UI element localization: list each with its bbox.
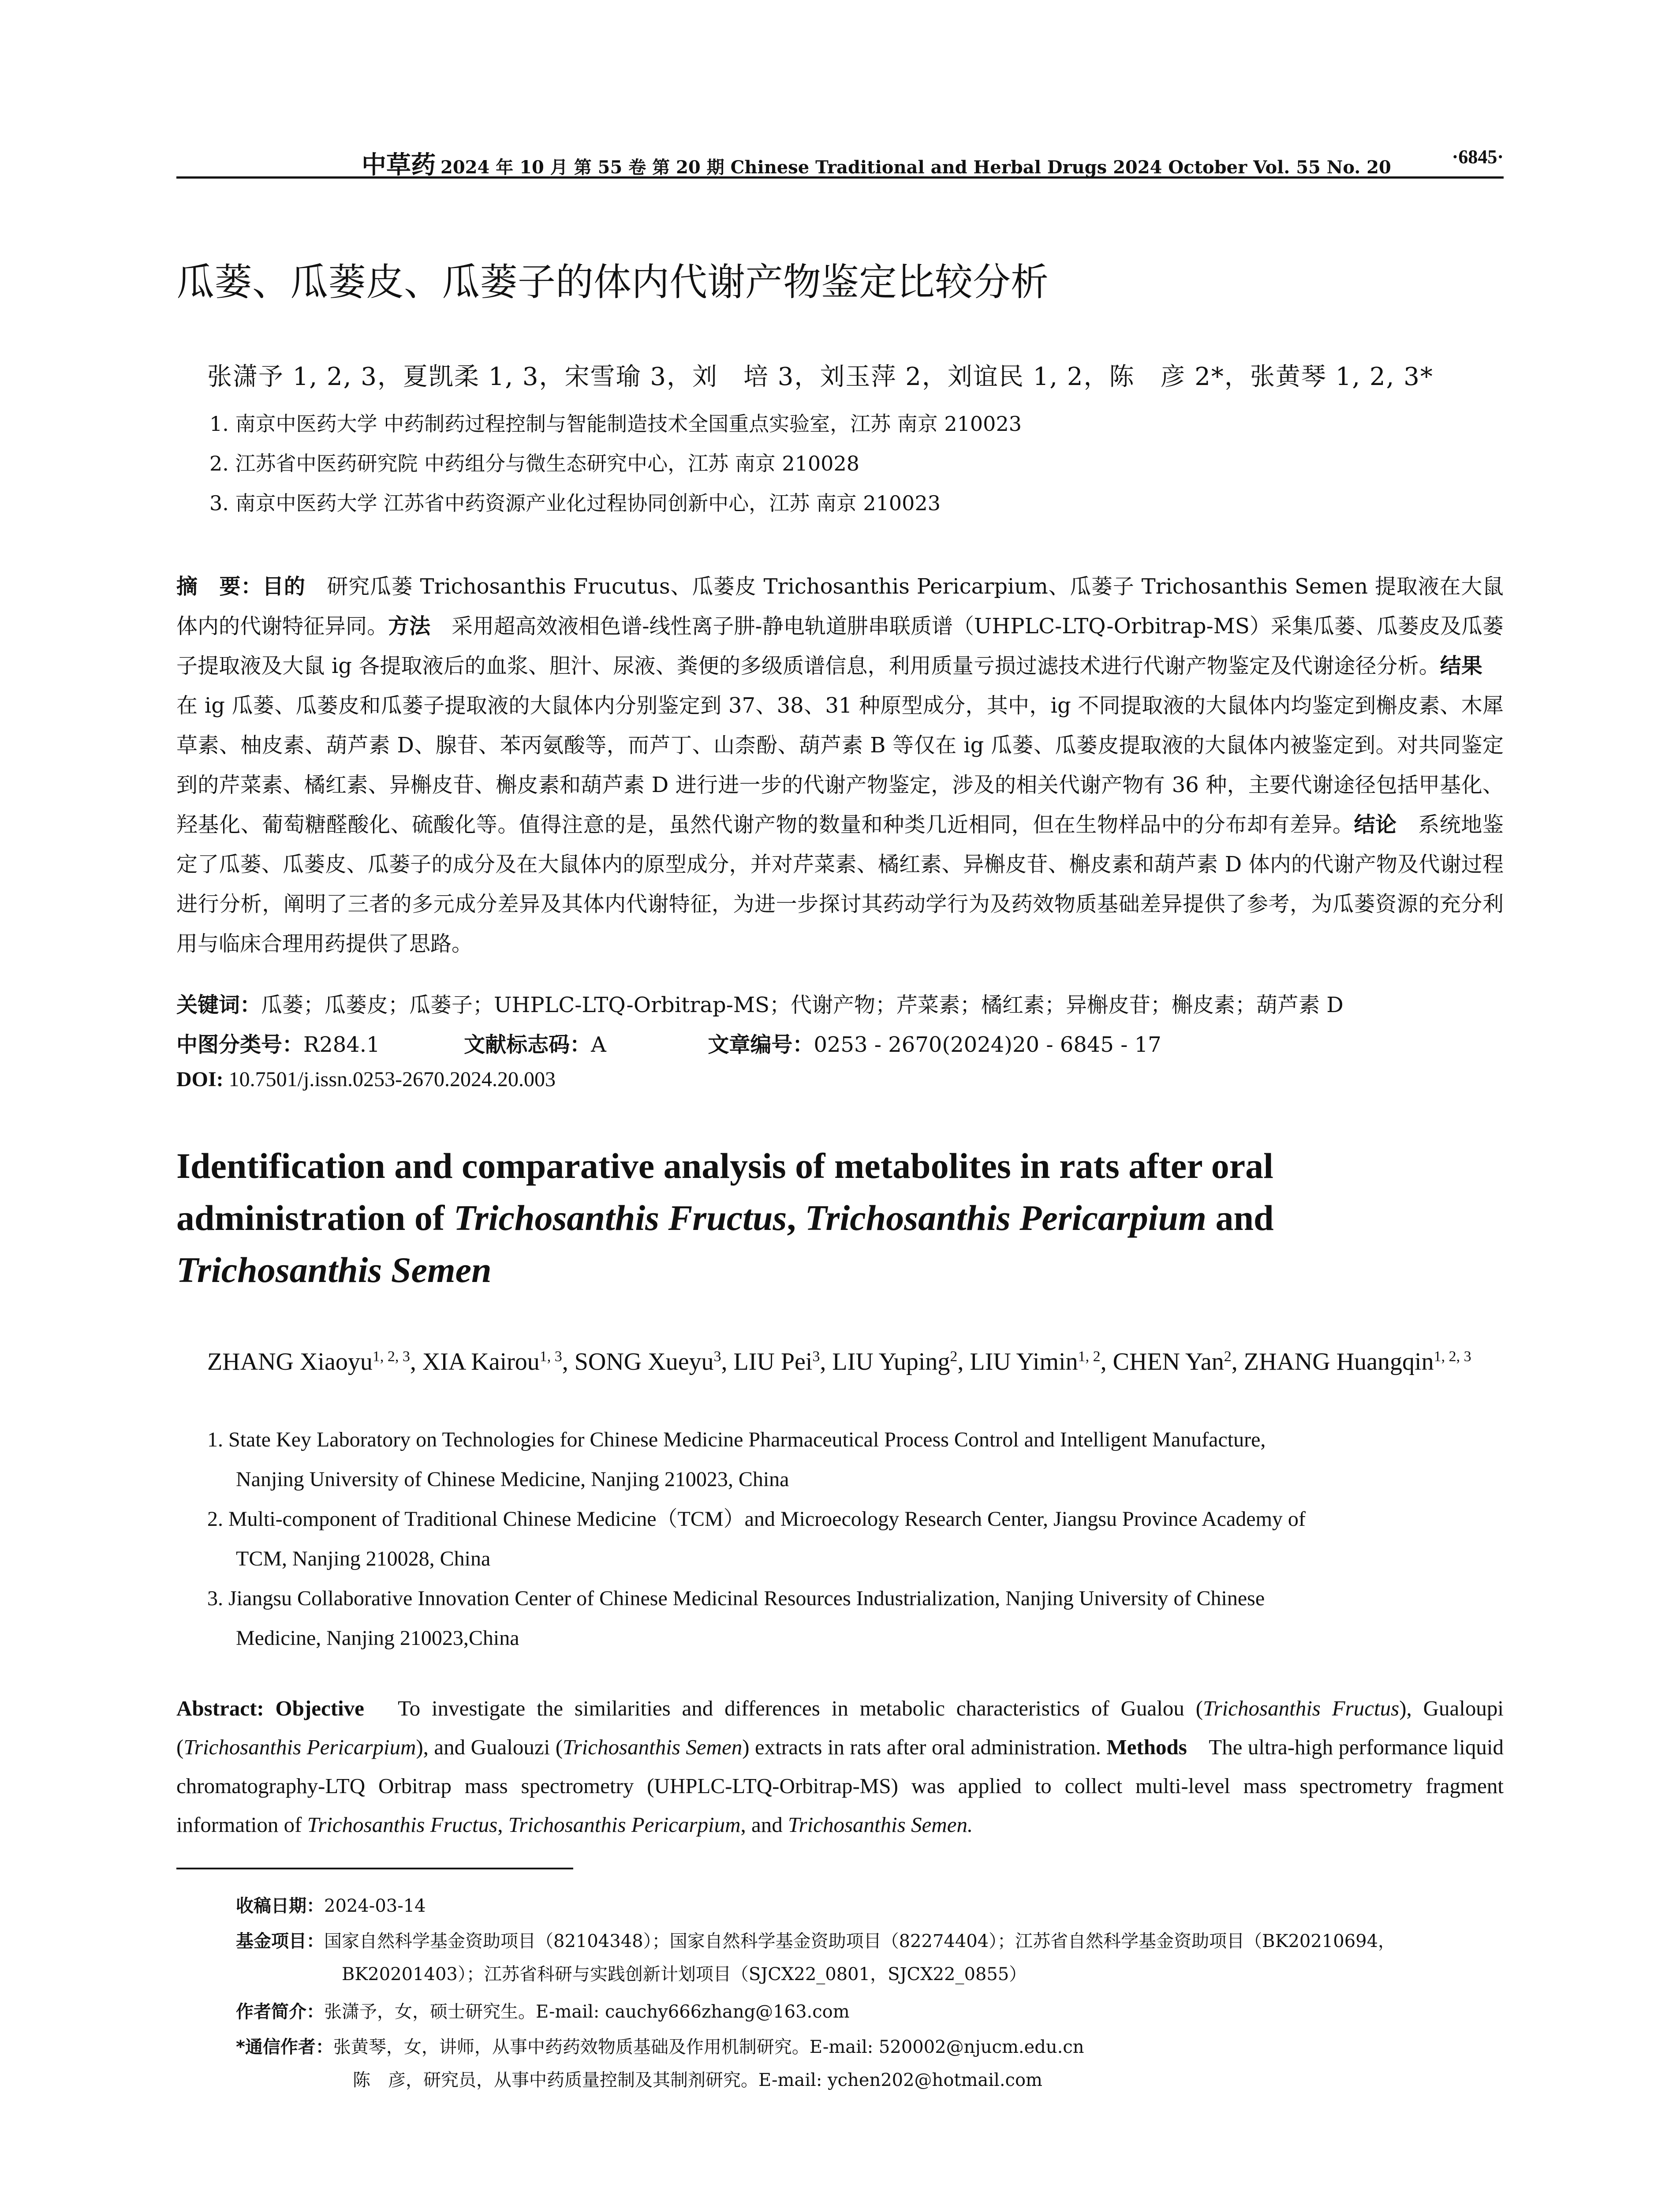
doi-label: DOI: xyxy=(176,1068,224,1091)
keywords-cn xyxy=(176,988,1344,1018)
doi-value: 10.7501/j.issn.0253-2670.2024.20.003 xyxy=(228,1068,556,1091)
abstract-cn-label: 摘 要： xyxy=(176,574,263,599)
affiliation-en-2: 2. Multi-component of Traditional Chinese Medicine（TCM）and Microecology Research Center, Jiangsu Province Academy of TCM, Nanjing 210028, China xyxy=(207,1507,1306,1570)
footnote-rule xyxy=(176,1868,573,1869)
article-number-value: 0253 - 2670(2024)20 - 6845 - 17 xyxy=(814,1032,1161,1057)
author-en: XIA Kairou$^{1, 3}$, xyxy=(422,1348,575,1375)
title-en-italic1: Trichosanthis Fructus xyxy=(453,1198,787,1238)
keywords-text: 瓜蒌；瓜蒌皮；瓜蒌子；UHPLC-LTQ-Orbitrap-MS；代谢产物；芹菜素；橘红素；异槲皮苷；槲皮素；葫芦素 D xyxy=(261,993,1344,1017)
author-en: LIU Yimin$^{1, 2}$, xyxy=(970,1348,1113,1375)
methods-label: 方法 xyxy=(388,614,431,639)
abstract-cn xyxy=(176,567,1504,964)
footnote-fund-cont: BK20201403）；江苏省科研与实践创新计划项目（SJCX22_0801，SJCX22_0855） xyxy=(342,1964,1027,1984)
footnote-corresponding: *通信作者：张黄琴，女，讲师，从事中药药效物质基础及作用机制研究。E-mail: 520002@njucm.edu.cn xyxy=(236,2037,1084,2057)
title-cn: 瓜蒌、瓜蒌皮、瓜蒌子的体内代谢产物鉴定比较分析 xyxy=(176,260,1049,304)
author-en: LIU Yuping$^2$, xyxy=(832,1348,970,1375)
title-en-part1: Identification and comparative analysis of metabolites in rats after oral administration of xyxy=(176,1146,1273,1238)
abstract-en-label: Abstract: Objective xyxy=(176,1696,364,1720)
title-en-italic2: Trichosanthis Pericarpium xyxy=(805,1198,1206,1238)
author-en: ZHANG Xiaoyu$^{1, 2, 3}$, xyxy=(207,1348,422,1375)
results-label: 结果 xyxy=(1440,654,1482,678)
title-en-italic3: Trichosanthis Semen xyxy=(176,1250,492,1290)
journal-name-cn: 中草药 xyxy=(362,150,436,179)
affiliation-cn-1: 1. 南京中医药大学 中药制药过程控制与智能制造技术全国重点实验室，江苏 南京 210023 xyxy=(209,412,1022,436)
clc-label: 中图分类号： xyxy=(176,1032,304,1057)
header-issue-info: 2024 年 10 月 第 55 卷 第 20 期 Chinese Traditional and Herbal Drugs 2024 October Vol. 55 No. 20 xyxy=(441,157,1391,178)
header-rule xyxy=(176,176,1504,179)
author-en: CHEN Yan$^2$, xyxy=(1113,1348,1238,1375)
title-en xyxy=(176,1140,1504,1296)
author-en: SONG Xueyu$^3$, xyxy=(574,1348,734,1375)
conclusion-text: 系统地鉴定了瓜蒌、瓜蒌皮、瓜蒌子的成分及在大鼠体内的原型成分，并对芹菜素、橘红素、异槲皮苷、槲皮素和葫芦素 D 体内的代谢产物及代谢过程进行分析，阐明了三者的多元成分差异及其体内代谢特征，为进一步探讨其药动学行为及药效物质基础差异提供了参考，为瓜蒌资源的充分利用与临床合理用药提供了思路。 xyxy=(176,812,1504,956)
abstract-en-methods-label: Methods xyxy=(1106,1735,1187,1759)
footnote-author: 作者简介：张潇予，女，硕士研究生。E-mail: cauchy666zhang@163.com xyxy=(236,2002,850,2022)
conclusion-label: 结论 xyxy=(1354,812,1397,837)
doc-code-label: 文献标志码： xyxy=(464,1032,591,1057)
footnote-received: 收稿日期：2024-03-14 xyxy=(236,1896,426,1916)
results-text: 在 ig 瓜蒌、瓜蒌皮和瓜蒌子提取液的大鼠体内分别鉴定到 37、38、31 种原型成分，其中，ig 不同提取液的大鼠体内均鉴定到槲皮素、木犀草素、柚皮素、葫芦素 D、腺苷、苯丙氨酸等，而芦丁、山柰酚、葫芦素 B 等仅在 ig 瓜蒌、瓜蒌皮提取液的大鼠体内被鉴定到。对共同鉴定到的芹菜素、橘红素、异槲皮苷、槲皮素和葫芦素 D 进行进一步的代谢产物鉴定，涉及的相关代谢产物有 36 种，主要代谢途径包括甲基化、羟基化、葡萄糖醛酸化、硫酸化等。值得注意的是，虽然代谢产物的数量和种类几近相同，但在生物样品中的分布却有差异。 xyxy=(176,654,1504,837)
running-header xyxy=(176,141,1504,179)
author-en: LIU Pei$^3$, xyxy=(733,1348,833,1375)
methods-text: 采用超高效液相色谱-线性离子肼-静电轨道肼串联质谱（UHPLC-LTQ-Orbitrap-MS）采集瓜蒌、瓜蒌皮及瓜蒌子提取液及大鼠 ig 各提取液后的血浆、胆汁、尿液、粪便的多级质谱信息，利用质量亏损过滤技术进行代谢产物鉴定及代谢途径分析。 xyxy=(176,614,1504,678)
clc-value: R284.1 xyxy=(303,1032,380,1057)
header-left xyxy=(362,146,1391,181)
footnote-corresponding-2: 陈 彦，研究员，从事中药质量控制及其制剂研究。E-mail: ychen202@hotmail.com xyxy=(353,2070,1042,2090)
authors-cn: 张潇予 1, 2, 3，夏凯柔 1, 3，宋雪瑜 3，刘 培 3，刘玉萍 2，刘谊民 1, 2，陈 彦 2*，张黄琴 1, 2, 3* xyxy=(207,363,1434,391)
title-en-part3: and xyxy=(1206,1198,1274,1238)
affiliation-en-3: 3. Jiangsu Collaborative Innovation Center of Chinese Medicinal Resources Industrialization, Nanjing University of Chinese Medicine, Nanjing 210023,China xyxy=(207,1587,1265,1650)
classification-row xyxy=(176,1028,1161,1058)
keywords-label: 关键词： xyxy=(176,993,261,1017)
affiliation-en-1: 1. State Key Laboratory on Technologies for Chinese Medicine Pharmaceutical Process Control and Intelligent Manufacture, Nanjing University of Chinese Medicine, Nanjing 210023, China xyxy=(207,1428,1266,1491)
page-number: ·6845· xyxy=(1452,146,1504,168)
objective-label: 目的 xyxy=(262,574,306,599)
affiliation-cn-3: 3. 南京中医药大学 江苏省中药资源产业化过程协同创新中心，江苏 南京 210023 xyxy=(209,491,941,515)
author-en: ZHANG Huangqin$^{1, 2, 3}$ xyxy=(1243,1348,1471,1375)
article-number-label: 文章编号： xyxy=(708,1032,814,1057)
objective-text: 研究瓜蒌 Trichosanthis Frucutus、瓜蒌皮 Trichosanthis Pericarpium、瓜蒌子 Trichosanthis Semen 提取液在大鼠体内的代谢特征异同。 xyxy=(176,574,1504,639)
doi-row xyxy=(176,1067,556,1091)
authors-en xyxy=(207,1336,1504,1382)
abstract-en: Abstract: Objective To investigate the similarities and differences in metabolic characteristics of Gualou (Trichosanthis Fructus), Gualoupi (Trichosanthis Pericarpium), and Gualouzi (Trichosanthis Semen) extracts in rats after oral administration. Methods The ultra-high performance liquid chromatography-LTQ Orbitrap mass spectrometry (UHPLC-LTQ-Orbitrap-MS) was applied to collect multi-level mass spectrometry fragment information of Trichosanthis Fructus, Trichosanthis Pericarpium, and Trichosanthis Semen. xyxy=(176,1696,1504,1837)
title-en-part2: , xyxy=(787,1198,805,1238)
footnote-fund: 基金项目：国家自然科学基金资助项目（82104348）；国家自然科学基金资助项目（82274404）；江苏省自然科学基金资助项目（BK20210694， xyxy=(236,1931,1396,1951)
affiliation-cn-2: 2. 江苏省中医药研究院 中药组分与微生态研究中心，江苏 南京 210028 xyxy=(209,452,859,475)
doc-code-value: A xyxy=(591,1032,606,1057)
